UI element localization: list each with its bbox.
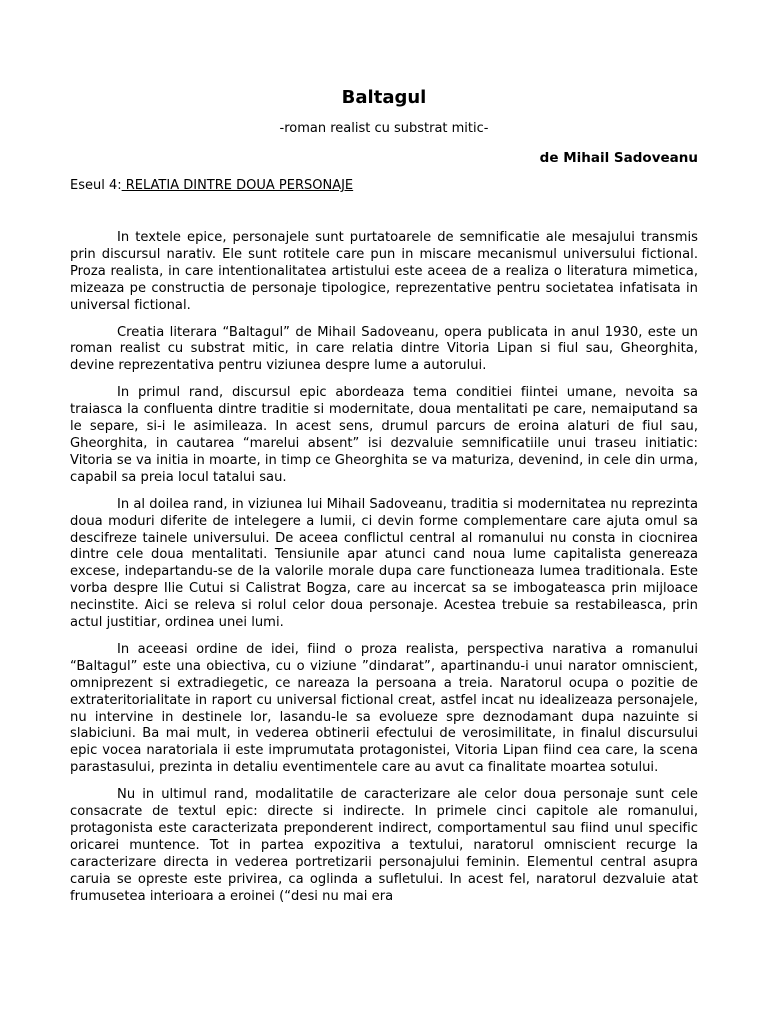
paragraph-1: In textele epice, personajele sunt purtatoarele de semnificatie ale mesajului transmis prin discursul narativ. Ele sunt rotitele care pun in miscare mecanismul universului fictional. Proza realista, in care intentionalitatea artistului este aceea de a realiza o literatura mimetica, mizeaza pe constructia de personaje tipologice, reprezentative pentru societatea infatisata in universal fictional. <box>70 230 698 313</box>
document-author: de Mihail Sadoveanu <box>539 150 698 166</box>
document-page <box>70 86 698 906</box>
essay-label: Eseul 4: <box>70 178 122 193</box>
paragraph-5: In aceeasi ordine de idei, fiind o proza realista, perspectiva narativa a romanului “Baltagul” este una obiectiva, cu o viziune ”dindarat”, apartinandu-i unui narator omniscient, omniprezent si extradiegetic, ce nareaza la persoana a treia. Naratorul ocupa o pozitie de extrateritorialitate in raport cu universal fictional creat, astfel incat nu idealizeaza personajele, nu intervine in destinele lor, lasandu-le sa evolueze spre deznodamant dupa nazuinte si slabiciuni. Ba mai mult, in vederea obtinerii efectului de verosimilitate, in finalul discursului epic vocea naratoriala ii este imprumutata protagonistei, Vitoria Lipan fiind cea care, la scena parastasului, prezinta in detaliu eventimentele care au avut ca finalitate moartea sotului. <box>70 641 698 776</box>
paragraph-4: In al doilea rand, in viziunea lui Mihail Sadoveanu, traditia si modernitatea nu reprezinta doua moduri diferite de intelegere a lumii, ci devin forme complementare care ajuta omul sa descifreze tainele universului. De aceea conflictul central al romanului nu consta in ciocnirea dintre cele doua mentalitati. Tensiunile apar atunci cand noua lume capitalista genereaza excese, indepartandu-se de la valorile morale dupa care functioneaza lumea traditionala. Este vorba despre Ilie Cutui si Calistrat Bogza, care au incercat sa se imbogateasca prin mijloace necinstite. Aici se releva si rolul celor doua personaje. Acestea trebuie sa restabileasca, prin actul justitiar, ordinea unei lumi. <box>70 496 698 631</box>
document-title: Baltagul <box>341 87 427 108</box>
essay-heading <box>70 177 698 195</box>
essay-topic: RELATIA DINTRE DOUA PERSONAJE <box>121 178 354 193</box>
paragraph-6: Nu in ultimul rand, modalitatile de caracterizare ale celor doua personaje sunt cele consacrate de textul epic: directe si indirecte. In primele cinci capitole ale romanului, protagonista este caracterizata preponderent indirect, comportamentul sau fiind unul specific oricarei muntence. Tot in partea expozitiva a textului, naratorul omniscient recurge la caracterizare directa in vederea portretizarii personajului feminin. Elementul central asupra caruia se opreste este privirea, ca oglinda a sufletului. In acest fel, naratorul dezvaluie atat frumusetea interioara a eroinei (“desi nu mai era <box>70 787 698 904</box>
document-subtitle: -roman realist cu substrat mitic- <box>279 121 489 136</box>
document-body <box>70 230 698 906</box>
paragraph-3: In primul rand, discursul epic abordeaza tema conditiei fiintei umane, nevoita sa traiasca la confluenta dintre traditie si modernitate, doua mentalitati pe care, nemaiputand sa le separe, si-i le asimileaza. In acest sens, drumul parcurs de eroina alaturi de fiul sau, Gheorghita, in cautarea “marelui absent” isi dezvaluie semnificatiile unui traseu initiatic: Vitoria se va initia in moarte, in timp ce Gheorghita se va maturiza, devenind, in cele din urma, capabil sa preia locul tatalui sau. <box>70 385 698 485</box>
paragraph-2: Creatia literara “Baltagul” de Mihail Sadoveanu, opera publicata in anul 1930, este un roman realist cu substrat mitic, in care relatia dintre Vitoria Lipan si fiul sau, Gheorghita, devine reprezentativa pentru viziunea despre lume a autorului. <box>70 324 698 374</box>
